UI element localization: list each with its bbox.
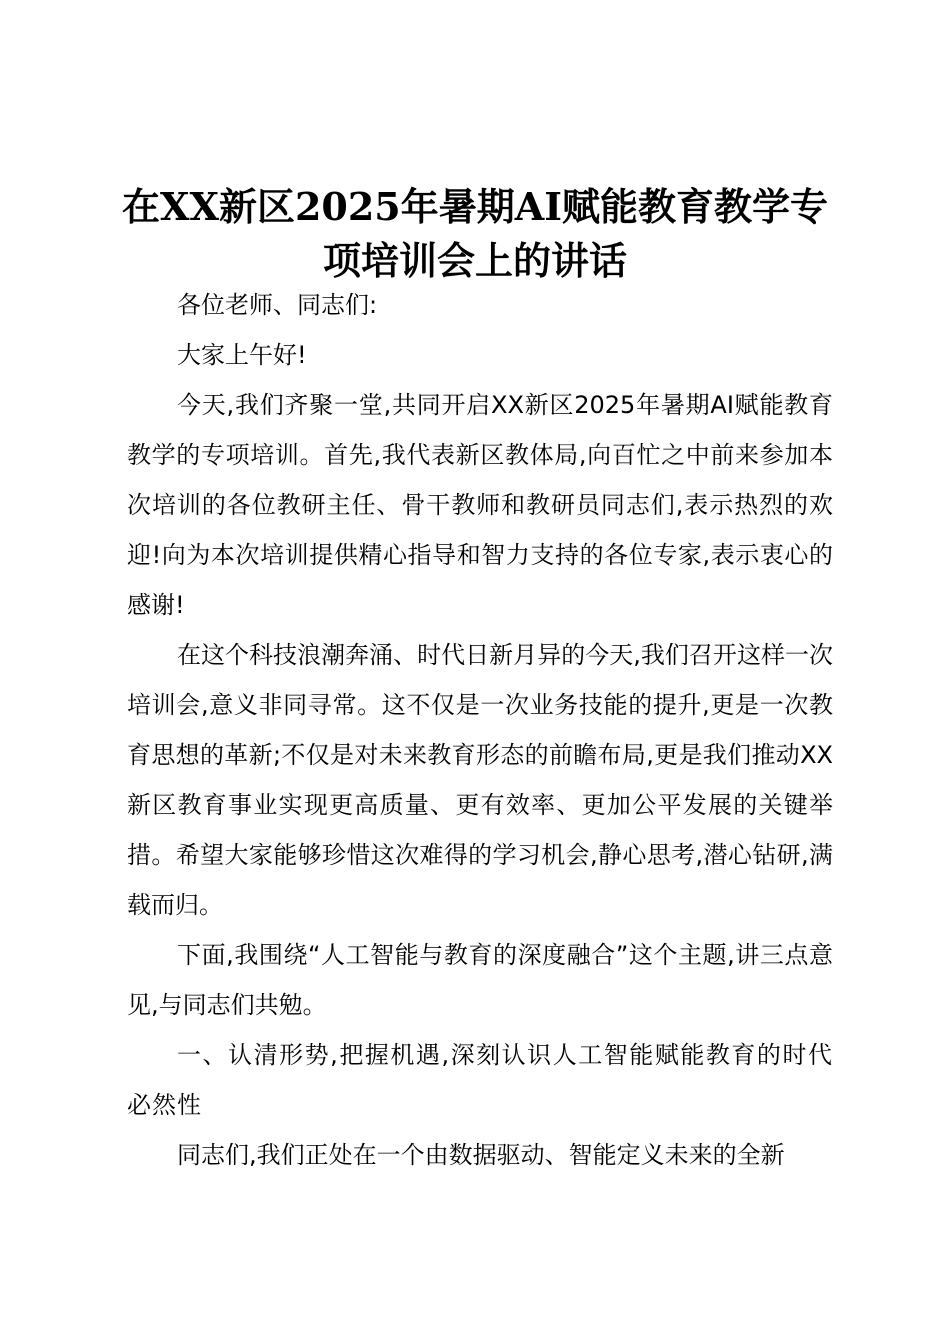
- paragraph-significance: 在这个科技浪潮奔涌、时代日新月异的今天,我们召开这样一次培训会,意义非同寻常。这不仅是一次业务技能的提升,更是一次教育思想的革新;不仅是对未来教育形态的前瞻布局,更是我们推动XX新区教育事业实现更高质量、更有效率、更加公平发展的关键举措。希望大家能够珍惜这次难得的学习机会,静心思考,潜心钻研,满载而归。: [127, 641, 833, 919]
- paragraph-section-one: 同志们,我们正处在一个由数据驱动、智能定义未来的全新: [177, 1141, 785, 1169]
- document-title: 在XX新区2025年暑期AI赋能教育教学专项培训会上的讲话: [122, 184, 828, 283]
- document-body: [127, 280, 833, 1180]
- salutation: 各位老师、同志们:: [177, 291, 378, 319]
- paragraph-theme: 下面,我围绕“人工智能与教育的深度融合”这个主题,讲三点意见,与同志们共勉。: [127, 941, 833, 1019]
- greeting: 大家上午好!: [177, 341, 307, 369]
- section-heading-one: 一、认清形势,把握机遇,深刻认识人工智能赋能教育的时代必然性: [127, 1041, 833, 1119]
- paragraph-welcome: 今天,我们齐聚一堂,共同开启XX新区2025年暑期AI赋能教育教学的专项培训。首先,我代表新区教体局,向百忙之中前来参加本次培训的各位教研主任、骨干教师和教研员同志们,表示热烈的欢迎!向为本次培训提供精心指导和智力支持的各位专家,表示衷心的感谢!: [127, 391, 833, 619]
